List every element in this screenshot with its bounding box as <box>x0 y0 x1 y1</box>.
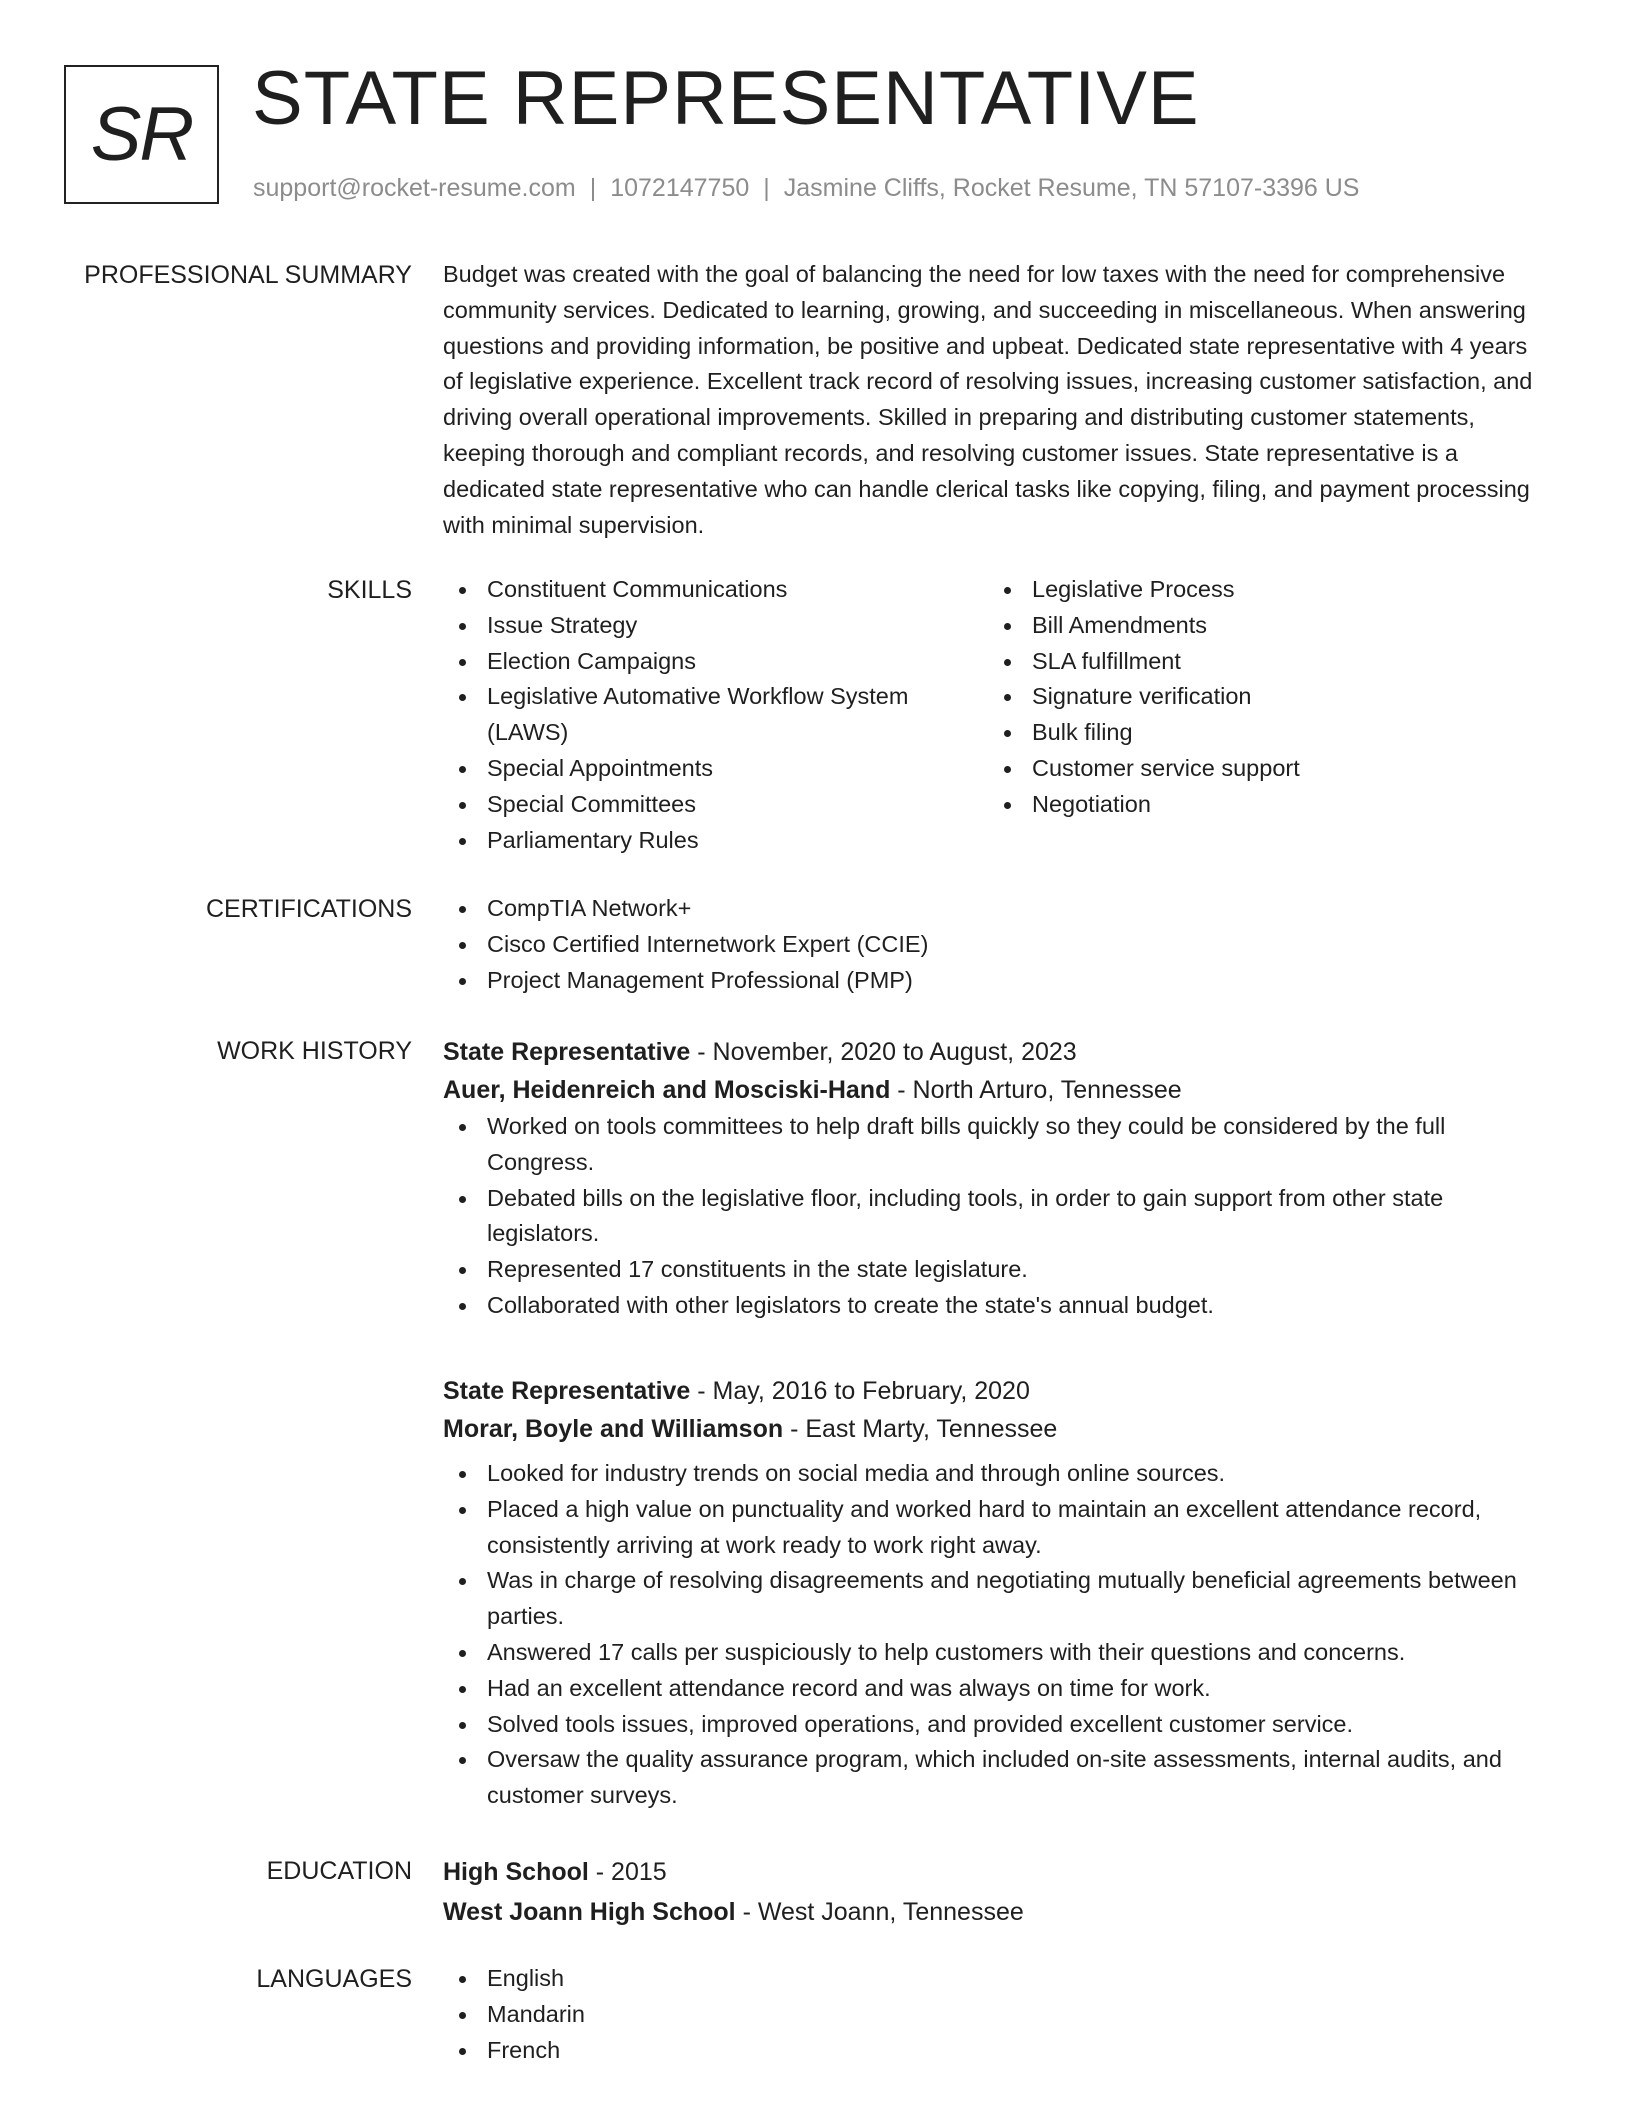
job-bullet-list <box>443 1109 1553 1324</box>
job-location: - North Arturo, Tennessee <box>890 1076 1182 1104</box>
section-title-languages: LANGUAGES <box>256 1965 412 1993</box>
job-bullet: Was in charge of resolving disagreements and negotiating mutually beneficial agreements between parties. <box>443 1563 1553 1635</box>
language-item: French <box>443 2033 1553 2069</box>
job-entry <box>443 1372 1553 1814</box>
section-title-education: EDUCATION <box>266 1857 412 1885</box>
section-title-skills: SKILLS <box>327 576 412 604</box>
contact-address: Jasmine Cliffs, Rocket Resume, TN 57107-3396 US <box>783 174 1360 202</box>
section-title-certifications: CERTIFICATIONS <box>205 895 412 923</box>
skill-item: Special Committees <box>443 787 988 823</box>
job-dates: - May, 2016 to February, 2020 <box>690 1377 1030 1405</box>
certifications-list <box>443 891 1553 998</box>
job-location: - East Marty, Tennessee <box>783 1415 1058 1443</box>
section-title-summary: PROFESSIONAL SUMMARY <box>84 261 412 289</box>
job-bullet: Had an excellent attendance record and was always on time for work. <box>443 1671 1553 1707</box>
certification-item: Cisco Certified Internetwork Expert (CCIE) <box>443 927 1553 963</box>
skills-list-left <box>443 572 988 858</box>
contact-separator: | <box>589 174 597 202</box>
certification-item: Project Management Professional (PMP) <box>443 963 1553 999</box>
job-company: Morar, Boyle and Williamson <box>443 1415 784 1443</box>
skill-item: SLA fulfillment <box>988 644 1548 680</box>
skill-item: Bill Amendments <box>988 608 1548 644</box>
section-title-work-history: WORK HISTORY <box>217 1037 412 1065</box>
job-bullet: Answered 17 calls per suspiciously to help customers with their questions and concerns. <box>443 1635 1553 1671</box>
job-bullet: Debated bills on the legislative floor, including tools, in order to gain support from other state legislators. <box>443 1181 1553 1253</box>
job-role: State Representative <box>443 1377 691 1405</box>
job-bullet: Represented 17 constituents in the state legislature. <box>443 1252 1553 1288</box>
job-dates: - November, 2020 to August, 2023 <box>690 1038 1077 1066</box>
skill-item: Constituent Communications <box>443 572 988 608</box>
skills-list-right <box>988 572 1548 858</box>
summary-text: Budget was created with the goal of balancing the need for low taxes with the need for comprehensive community services. Dedicated to learning, growing, and succeeding in miscellaneous. When answering questions and providing information, be positive and upbeat. Dedicated state representative with 4 years of legislative experience. Excellent track record of resolving issues, increasing customer satisfaction, and driving overall operational improvements. Skilled in preparing and distributing customer statements, keeping thorough and compliant records, and resolving customer issues. State representative is a dedicated state representative who can handle clerical tasks like copying, filing, and payment processing with minimal supervision. <box>443 261 1533 538</box>
job-bullet: Solved tools issues, improved operations, and provided excellent customer service. <box>443 1707 1553 1743</box>
job-bullet: Oversaw the quality assurance program, which included on-site assessments, internal audits, and customer surveys. <box>443 1742 1553 1814</box>
job-bullet: Collaborated with other legislators to create the state's annual budget. <box>443 1288 1553 1324</box>
monogram-logo: SR <box>64 65 219 204</box>
job-bullet: Worked on tools committees to help draft bills quickly so they could be considered by the full Congress. <box>443 1109 1553 1181</box>
resume-title: STATE REPRESENTATIVE <box>252 56 1200 141</box>
skill-item: Negotiation <box>988 787 1548 823</box>
education-school: West Joann High School <box>443 1898 736 1926</box>
contact-email: support@rocket-resume.com <box>253 174 576 202</box>
job-role-line <box>443 1372 1553 1410</box>
skill-item: Signature verification <box>988 679 1548 715</box>
education-degree: High School <box>443 1858 589 1886</box>
job-company-line <box>443 1071 1553 1109</box>
language-item: English <box>443 1961 1553 1997</box>
contact-phone: 1072147750 <box>610 174 750 202</box>
job-bullet: Placed a high value on punctuality and worked hard to maintain an excellent attendance record, consistently arriving at work ready to work right away. <box>443 1492 1553 1564</box>
job-company-line <box>443 1410 1553 1448</box>
contact-line <box>253 174 1360 203</box>
skill-item: Legislative Automative Workflow System (LAWS) <box>443 679 988 751</box>
job-bullet: Looked for industry trends on social media and through online sources. <box>443 1456 1553 1492</box>
job-bullet-list <box>443 1456 1553 1814</box>
skill-item: Customer service support <box>988 751 1548 787</box>
skill-item: Bulk filing <box>988 715 1548 751</box>
skill-item: Election Campaigns <box>443 644 988 680</box>
skill-item: Parliamentary Rules <box>443 823 988 859</box>
job-entry <box>443 1033 1553 1324</box>
skill-item: Special Appointments <box>443 751 988 787</box>
skill-item: Issue Strategy <box>443 608 988 644</box>
education-school-line <box>443 1893 1553 1931</box>
job-role: State Representative <box>443 1038 691 1066</box>
education-location: - West Joann, Tennessee <box>735 1898 1024 1926</box>
education-year: - 2015 <box>588 1858 667 1886</box>
language-item: Mandarin <box>443 1997 1553 2033</box>
languages-list <box>443 1961 1553 2068</box>
skill-item: Legislative Process <box>988 572 1548 608</box>
job-company: Auer, Heidenreich and Mosciski-Hand <box>443 1076 891 1104</box>
education-degree-line <box>443 1853 1553 1891</box>
contact-separator: | <box>763 174 770 202</box>
job-role-line <box>443 1033 1553 1071</box>
certification-item: CompTIA Network+ <box>443 891 1553 927</box>
